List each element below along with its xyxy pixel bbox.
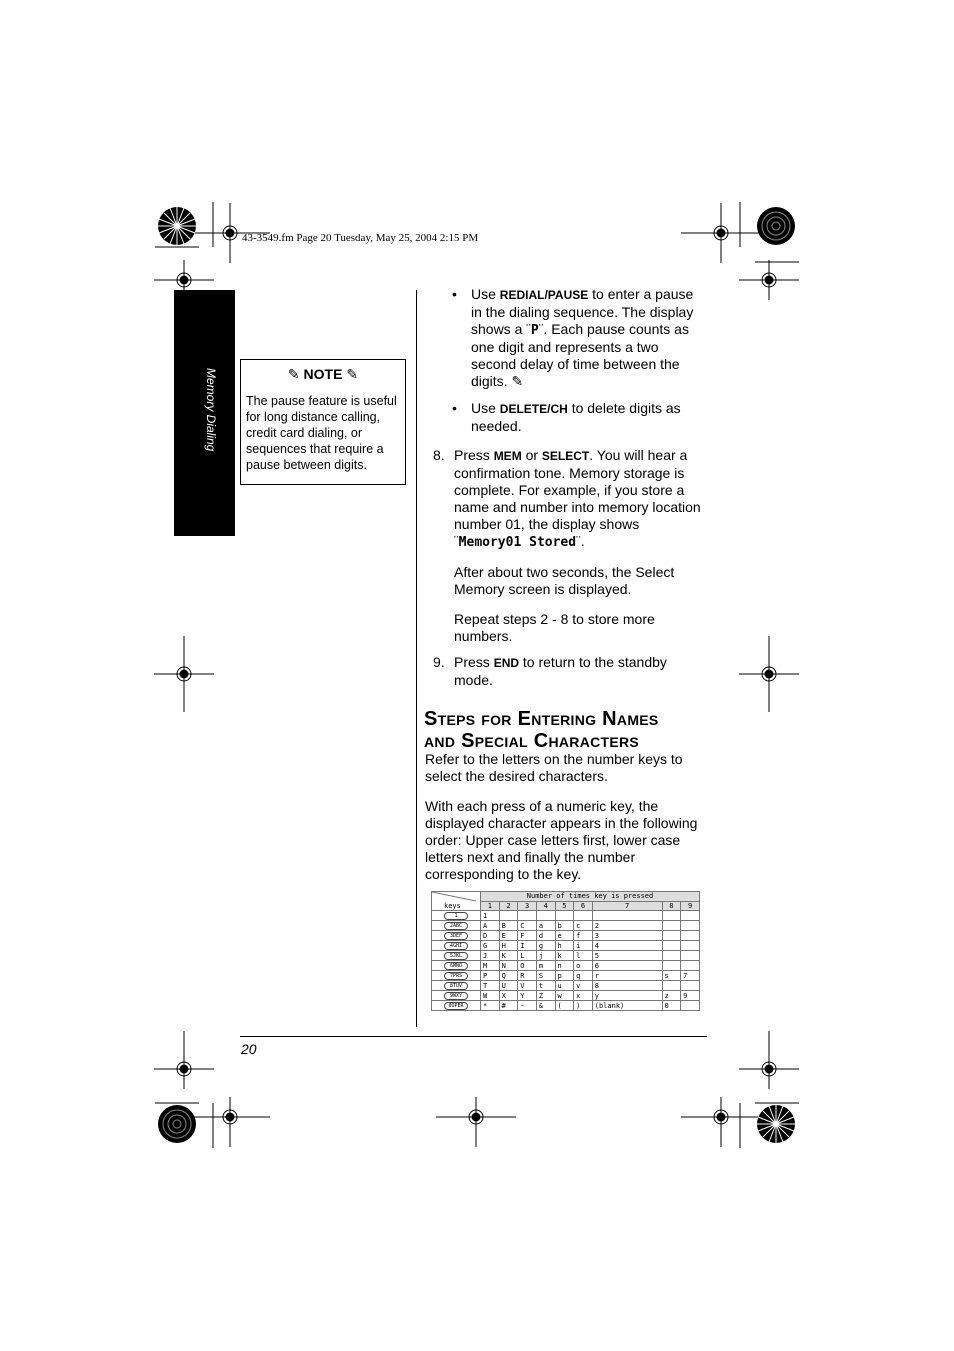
- char-cell: 6: [592, 961, 662, 971]
- char-cell: J: [481, 951, 500, 961]
- press-count-header: 2: [499, 901, 518, 911]
- char-cell: n: [555, 961, 574, 971]
- char-cell: s: [662, 971, 681, 981]
- char-cell: A: [481, 921, 500, 931]
- note-title: ✎ NOTE ✎: [287, 366, 359, 382]
- char-cell: M: [481, 961, 500, 971]
- table-row: [432, 941, 700, 951]
- step-8-note: After about two seconds, the Select Memory screen is displayed.: [454, 564, 675, 597]
- press-count-header: 3: [518, 901, 537, 911]
- char-cell: Y: [518, 991, 537, 1001]
- char-cell: C: [518, 921, 537, 931]
- char-cell: [681, 951, 700, 961]
- key-cell: [432, 931, 481, 941]
- step-8-repeat: Repeat steps 2 - 8 to store more numbers.: [454, 611, 655, 644]
- key-button-icon: 0OPER: [444, 1002, 468, 1010]
- char-cell: (blank): [592, 1001, 662, 1011]
- char-cell: [681, 931, 700, 941]
- char-cell: G: [481, 941, 500, 951]
- char-cell: j: [536, 951, 555, 961]
- char-cell: R: [518, 971, 537, 981]
- column-divider: [416, 290, 417, 1027]
- char-cell: I: [518, 941, 537, 951]
- char-cell: v: [574, 981, 593, 991]
- char-cell: a: [536, 921, 555, 931]
- key-button-icon: 4GHI: [444, 942, 468, 950]
- char-cell: [592, 911, 662, 921]
- char-cell: [681, 981, 700, 991]
- char-cell: h: [555, 941, 574, 951]
- char-cell: O: [518, 961, 537, 971]
- bullet-item: • Use REDIAL/PAUSE to enter a pause in the dialing sequence. The display shows a ¨P¨. Each pause counts as one digit and represents a two second delay of time between the digits. ✎: [452, 286, 694, 389]
- char-cell: o: [574, 961, 593, 971]
- char-cell: 8: [592, 981, 662, 991]
- char-cell: P: [481, 971, 500, 981]
- char-cell: X: [499, 991, 518, 1001]
- key-cell: [432, 991, 481, 1001]
- char-cell: &: [536, 1001, 555, 1011]
- char-cell: H: [499, 941, 518, 951]
- key-cell: [432, 921, 481, 931]
- char-cell: -: [518, 1001, 537, 1011]
- char-cell: 3: [592, 931, 662, 941]
- char-cell: [518, 911, 537, 921]
- section-intro: Refer to the letters on the number keys to select the desired characters.: [425, 751, 683, 784]
- key-button-icon: 8TUV: [444, 982, 468, 990]
- char-cell: b: [555, 921, 574, 931]
- char-cell: [555, 911, 574, 921]
- press-count-header: 4: [536, 901, 555, 911]
- table-row: [432, 1001, 700, 1011]
- char-cell: 7: [681, 971, 700, 981]
- key-button-icon: 2ABC: [444, 922, 468, 930]
- char-cell: T: [481, 981, 500, 991]
- file-header: 43-3549.fm Page 20 Tuesday, May 25, 2004 2:15 PM: [242, 232, 479, 244]
- char-cell: l: [574, 951, 593, 961]
- char-cell: N: [499, 961, 518, 971]
- table-row: [432, 921, 700, 931]
- char-cell: 2: [592, 921, 662, 931]
- section-tab: [174, 290, 235, 536]
- char-cell: i: [574, 941, 593, 951]
- char-cell: 4: [592, 941, 662, 951]
- char-cell: p: [555, 971, 574, 981]
- char-cell: #: [499, 1001, 518, 1011]
- table-corner: keys: [432, 892, 481, 911]
- char-cell: 9: [681, 991, 700, 1001]
- char-cell: f: [574, 931, 593, 941]
- char-cell: y: [592, 991, 662, 1001]
- char-cell: 0: [662, 1001, 681, 1011]
- char-cell: [681, 921, 700, 931]
- key-cell: [432, 971, 481, 981]
- char-cell: [681, 961, 700, 971]
- key-button-icon: 5JKL: [444, 952, 468, 960]
- char-cell: [662, 941, 681, 951]
- char-cell: [662, 931, 681, 941]
- key-button-icon: 7PRS: [444, 972, 468, 980]
- step-8: 8. Press MEM or SELECT. You will hear a confirmation tone. Memory storage is complete. For example, if you store a name and number into memory location number 01, the display shows ¨Memory01 Stored¨. After about two seconds, the Select Memory screen is displayed. Repeat steps 2 - 8 to store more numbers.: [433, 447, 703, 645]
- char-cell: d: [536, 931, 555, 941]
- pencil-icon: ✎: [287, 366, 300, 382]
- char-cell: [681, 911, 700, 921]
- char-cell: z: [662, 991, 681, 1001]
- char-cell: [681, 1001, 700, 1011]
- table-row: [432, 991, 700, 1001]
- char-cell: q: [574, 971, 593, 981]
- char-cell: V: [518, 981, 537, 991]
- press-count-header: 7: [592, 901, 662, 911]
- char-cell: g: [536, 941, 555, 951]
- char-cell: 1: [481, 911, 500, 921]
- char-cell: k: [555, 951, 574, 961]
- press-count-header: 9: [681, 901, 700, 911]
- key-button-icon: 6MNO: [444, 962, 468, 970]
- char-cell: c: [574, 921, 593, 931]
- step-9: 9. Press END to return to the standby mode.: [433, 654, 667, 688]
- char-cell: u: [555, 981, 574, 991]
- char-cell: ): [574, 1001, 593, 1011]
- note-box: [240, 359, 406, 485]
- char-cell: [662, 961, 681, 971]
- footer-rule: [240, 1036, 707, 1037]
- char-cell: x: [574, 991, 593, 1001]
- char-cell: Q: [499, 971, 518, 981]
- bullet-item: • Use DELETE/CH to delete digits as needed.: [452, 400, 681, 434]
- char-cell: r: [592, 971, 662, 981]
- key-button-icon: 9WXY: [444, 992, 468, 1000]
- char-cell: (: [555, 1001, 574, 1011]
- table-row: [432, 961, 700, 971]
- key-cell: [432, 1001, 481, 1011]
- character-table: [431, 891, 700, 1022]
- char-cell: W: [481, 991, 500, 1001]
- char-cell: S: [536, 971, 555, 981]
- table-title: Number of times key is pressed: [481, 892, 700, 902]
- char-cell: L: [518, 951, 537, 961]
- table-row: [432, 951, 700, 961]
- char-cell: [662, 981, 681, 991]
- pencil-icon: ✎: [511, 373, 524, 389]
- char-cell: B: [499, 921, 518, 931]
- char-cell: w: [555, 991, 574, 1001]
- press-count-header: 1: [481, 901, 500, 911]
- table-row: [432, 911, 700, 921]
- press-count-header: 6: [574, 901, 593, 911]
- char-cell: [536, 911, 555, 921]
- key-cell: [432, 941, 481, 951]
- char-cell: U: [499, 981, 518, 991]
- page-number: 20: [241, 1041, 257, 1057]
- char-cell: [574, 911, 593, 921]
- pencil-icon: ✎: [346, 366, 359, 382]
- table-row: [432, 971, 700, 981]
- char-cell: Z: [536, 991, 555, 1001]
- section-heading: Steps for Entering Names and Special Characters: [424, 708, 659, 752]
- char-cell: [662, 911, 681, 921]
- char-cell: F: [518, 931, 537, 941]
- char-cell: [662, 921, 681, 931]
- key-cell: [432, 951, 481, 961]
- key-button-icon: 1: [444, 912, 468, 920]
- table-row: [432, 981, 700, 991]
- char-cell: [681, 941, 700, 951]
- char-cell: e: [555, 931, 574, 941]
- table-row: [432, 931, 700, 941]
- char-cell: K: [499, 951, 518, 961]
- press-count-header: 5: [555, 901, 574, 911]
- char-cell: m: [536, 961, 555, 971]
- key-cell: [432, 961, 481, 971]
- key-button-icon: 3DEF: [444, 932, 468, 940]
- char-cell: [499, 911, 518, 921]
- char-cell: E: [499, 931, 518, 941]
- note-body: The pause feature is useful for long distance calling, credit card dialing, or sequences that require a pause between digits.: [246, 394, 397, 472]
- section-order-text: With each press of a numeric key, the displayed character appears in the following order: Upper case letters first, lower case letters next and finally the number corresponding to the key.: [425, 798, 698, 882]
- char-cell: [662, 951, 681, 961]
- press-count-header: 8: [662, 901, 681, 911]
- char-cell: 5: [592, 951, 662, 961]
- key-cell: [432, 911, 481, 921]
- char-cell: *: [481, 1001, 500, 1011]
- char-cell: t: [536, 981, 555, 991]
- key-cell: [432, 981, 481, 991]
- char-cell: D: [481, 931, 500, 941]
- section-tab-label: Memory Dialing: [204, 368, 218, 452]
